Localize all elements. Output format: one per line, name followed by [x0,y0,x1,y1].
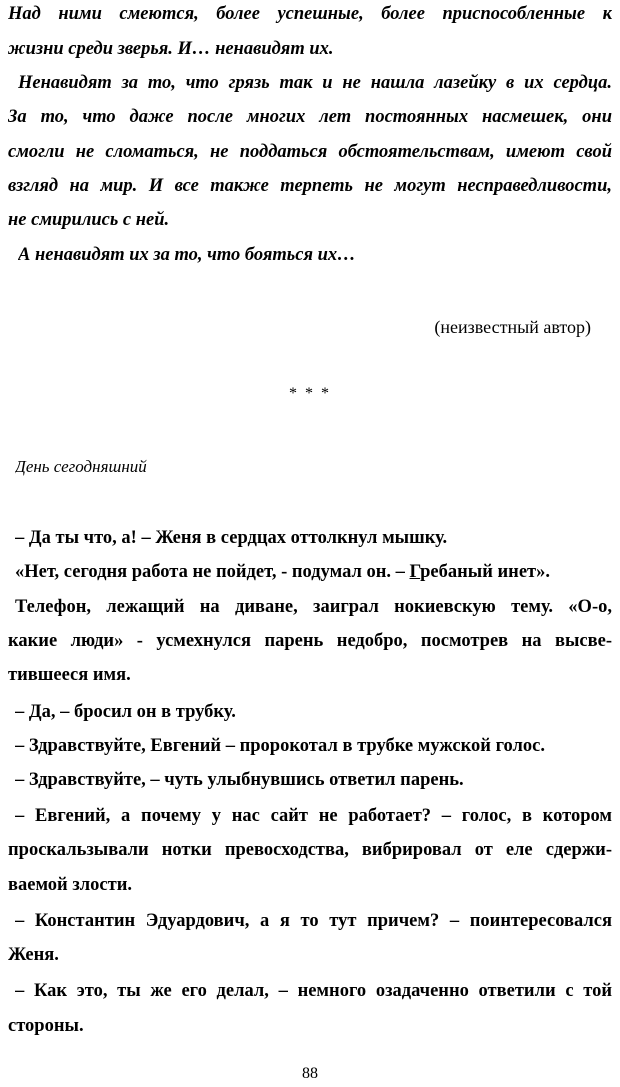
paragraph-line: – Как это, ты же его делал, – немного озадаченно ответили с той [15,981,612,1001]
underlined-letter: Г [409,562,421,582]
paragraph-line: – Константин Эдуардович, а я то тут причем? – поинтересовался [15,911,612,931]
paragraph-line [15,560,619,584]
epigraph-line: смогли не сломаться, не поддаться обстоятельствам, имеют свой [8,142,612,162]
text-run: «Нет, сегодня работа не пойдет, - подумал он. – [15,562,410,582]
paragraph-line: ваемой злости. [8,875,132,895]
epigraph-line: А ненавидят их за то, что бояться их… [18,245,356,265]
paragraph-line: Женя. [8,945,59,965]
epigraph-line: Над ними смеются, более успешные, более приспособленные к [8,4,612,24]
paragraph-line: – Евгений, а почему у нас сайт не работает? – голос, в котором [15,806,612,826]
paragraph-line: стороны. [8,1016,84,1036]
paragraph-line: проскальзывали нотки превосходства, вибрировал от еле сдержи- [8,840,612,860]
text-run: ребаный инет». [420,562,551,582]
epigraph-line: жизни среди зверья. И… ненавидят их. [8,39,334,59]
paragraph-line: – Здравствуйте, Евгений – пророкотал в трубке мужской голос. [15,736,545,756]
epigraph-line: не смирились с ней. [8,210,170,230]
paragraph-line: – Да, – бросил он в трубку. [15,702,236,722]
section-title: День сегодняшний [15,457,147,476]
epigraph-line: взгляд на мир. И все также терпеть не могут несправедливости, [8,176,612,196]
paragraph-line: – Да ты что, а! – Женя в сердцах оттолкнул мышку. [15,528,448,548]
paragraph-line: какие люди» - усмехнулся парень недобро, посмотрев на высве- [8,631,612,651]
section-separator: * * * [289,385,331,402]
paragraph-line: – Здравствуйте, – чуть улыбнувшись ответил парень. [15,770,464,790]
epigraph-attribution: (неизвестный автор) [434,317,591,337]
paragraph-line: Телефон, лежащий на диване, заиграл нокиевскую тему. «О-о, [15,597,612,617]
page-number: 88 [302,1065,318,1082]
paragraph-line: тившееся имя. [8,665,131,685]
epigraph-line: За то, что даже после многих лет постоянных насмешек, они [8,107,612,127]
epigraph-line: Ненавидят за то, что грязь так и не нашла лазейку в их сердца. [18,73,612,93]
